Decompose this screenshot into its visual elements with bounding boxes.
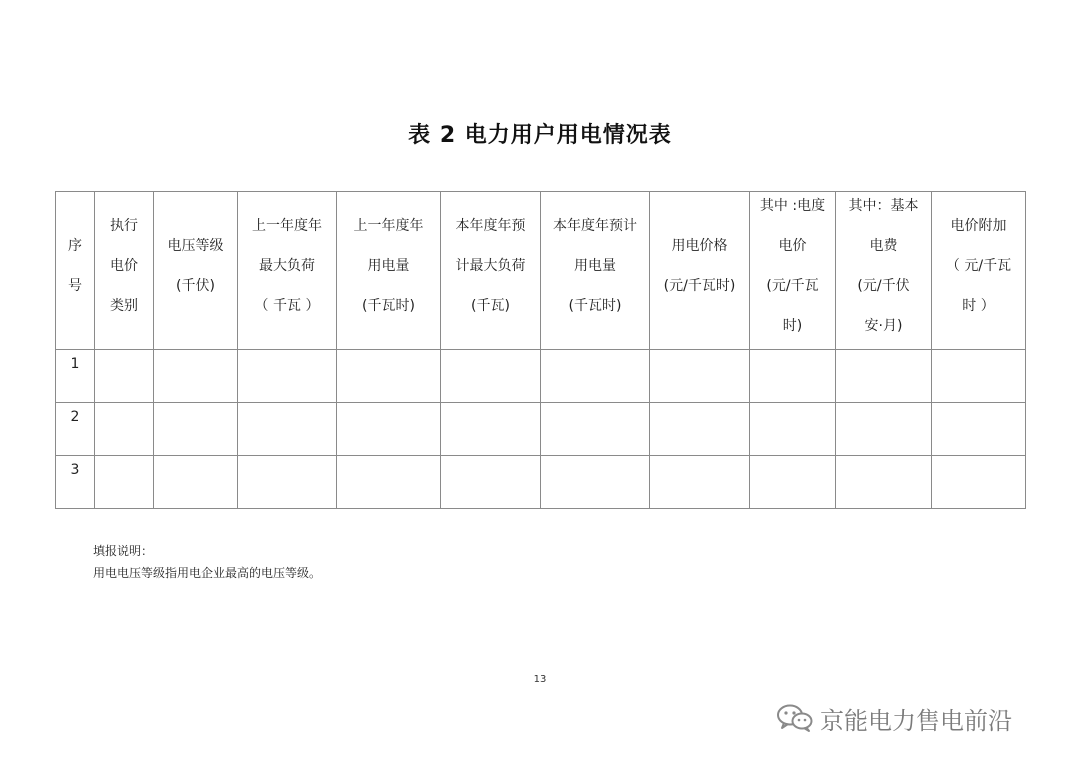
table-row: [56, 456, 1026, 509]
header-last-year-consumption: 上一年度年 用电量 (千瓦时): [337, 192, 441, 350]
header-price-surcharge: 电价附加 （ 元/千瓦 时 ）: [932, 192, 1026, 350]
table-cell: [95, 350, 154, 403]
table-cell: [836, 456, 932, 509]
filling-notes: [93, 540, 321, 584]
table-cell: [441, 456, 541, 509]
row-seq-cell: 2: [56, 403, 95, 456]
table-cell: [750, 456, 836, 509]
table-cell: [750, 350, 836, 403]
notes-text: 用电电压等级指用电企业最高的电压等级。: [93, 566, 322, 580]
table-cell: [337, 456, 441, 509]
watermark: [776, 700, 1012, 736]
header-this-year-max-load: 本年度年预 计最大负荷 (千瓦): [441, 192, 541, 350]
table-cell: [238, 350, 337, 403]
watermark-text: 京能电力售电前沿: [820, 706, 1012, 735]
electricity-usage-table: [55, 191, 1026, 509]
header-seq: 序 号: [56, 192, 95, 350]
table-cell: [238, 456, 337, 509]
table-row: [56, 350, 1026, 403]
table-cell: [650, 403, 750, 456]
table-cell: [541, 403, 650, 456]
header-energy-price: 其中 :电度 电价 (元/千瓦 时): [750, 192, 836, 350]
table-cell: [95, 403, 154, 456]
table-cell: [238, 403, 337, 456]
table-cell: [154, 456, 238, 509]
table-cell: [932, 456, 1026, 509]
header-row: [56, 192, 1026, 350]
table-cell: [932, 403, 1026, 456]
notes-heading: 填报说明：: [93, 544, 154, 558]
table-cell: [750, 403, 836, 456]
wechat-icon: [776, 703, 814, 733]
header-tariff-category: 执行 电价 类别: [95, 192, 154, 350]
table-cell: [337, 403, 441, 456]
table-cell: [650, 456, 750, 509]
table-cell: [154, 350, 238, 403]
row-seq-cell: 3: [56, 456, 95, 509]
table-cell: [441, 350, 541, 403]
table-cell: [154, 403, 238, 456]
header-last-year-max-load: 上一年度年 最大负荷 （ 千瓦 ）: [238, 192, 337, 350]
table-cell: [541, 350, 650, 403]
header-voltage-level: 电压等级 (千伏): [154, 192, 238, 350]
table-cell: [836, 350, 932, 403]
table-cell: [650, 350, 750, 403]
row-seq-cell: 1: [56, 350, 95, 403]
table-row: [56, 403, 1026, 456]
table-cell: [932, 350, 1026, 403]
table-cell: [95, 456, 154, 509]
header-basic-fee: 其中：基本 电费 (元/千伏 安·月): [836, 192, 932, 350]
header-this-year-consumption: 本年度年预计 用电量 (千瓦时): [541, 192, 650, 350]
header-electricity-price: 用电价格 (元/千瓦时): [650, 192, 750, 350]
table-cell: [836, 403, 932, 456]
table-cell: [441, 403, 541, 456]
table-cell: [541, 456, 650, 509]
table-title: 表 2 电力用户用电情况表: [408, 123, 672, 148]
page-number: 13: [533, 674, 547, 685]
table-cell: [337, 350, 441, 403]
